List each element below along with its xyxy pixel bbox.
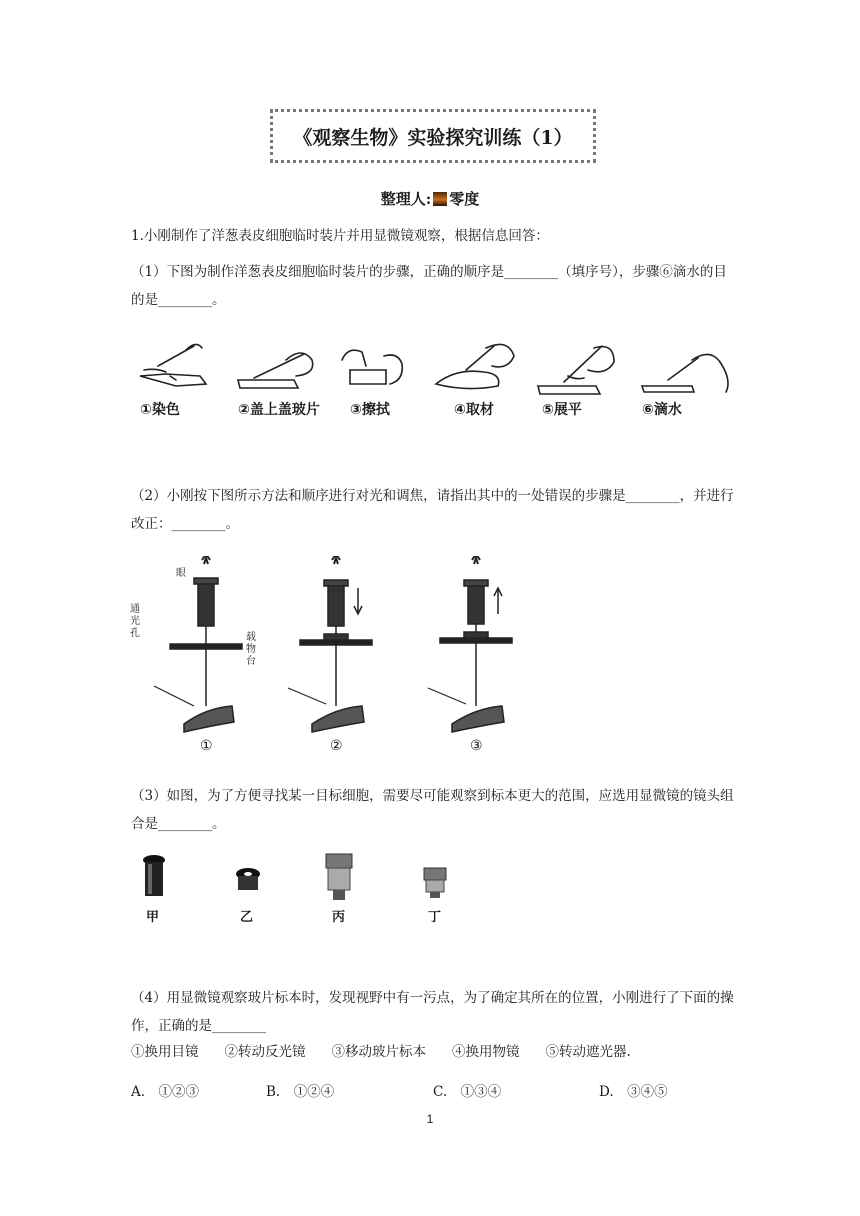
- lens-label-jia: 甲: [146, 910, 160, 925]
- label-eye: 眼: [176, 568, 186, 579]
- choice-a: A. ①②③: [131, 1084, 200, 1100]
- micro-num-1: ①: [200, 738, 213, 754]
- lens-label-ding: 丁: [428, 910, 442, 925]
- operation-1: ①换用目镜: [131, 1044, 199, 1060]
- choice-b: B. ①②④: [266, 1084, 335, 1100]
- micro-num-3: ③: [470, 738, 483, 754]
- step-label-1: ①染色: [140, 402, 180, 418]
- choice-c: C. ①③④: [433, 1084, 502, 1100]
- step-label-6: ⑥滴水: [642, 402, 682, 418]
- author-line: [0, 188, 860, 209]
- slide-preparation-steps-figure: [136, 340, 736, 430]
- question-1-stem: 1.小刚制作了洋葱表皮细胞临时装片并用显微镜观察，根据信息回答：: [131, 228, 549, 244]
- lens-label-yi: 乙: [240, 910, 254, 925]
- question-1-part-3: （3）如图，为了方便寻找某一目标细胞，需要尽可能观察到标本更大的范围，应选用显微镜的镜头组合是________。: [131, 788, 734, 832]
- steps-illustration: [136, 340, 736, 400]
- operation-2: ②转动反光镜: [224, 1044, 306, 1060]
- operation-list: [131, 1040, 735, 1060]
- operation-3: ③移动玻片标本: [331, 1044, 426, 1060]
- lens-illustrations: [136, 850, 476, 906]
- label-stage: 载物台: [246, 632, 256, 667]
- microscope-diagrams: [130, 556, 550, 756]
- step-label-5: ⑤展平: [542, 402, 582, 418]
- operation-4: ④换用物镜: [452, 1044, 520, 1060]
- author-name: 零度: [449, 190, 480, 208]
- question-1-part-1: （1）下图为制作洋葱表皮细胞临时装片的步骤，正确的顺序是________（填序号），步骤⑥滴水的目的是________。: [131, 264, 727, 308]
- lens-options-figure: [136, 850, 476, 930]
- lens-label-bing: 丙: [332, 910, 346, 925]
- step-label-2: ②盖上盖玻片: [238, 402, 320, 418]
- question-1-part-4: （4）用显微镜观察玻片标本时，发现视野中有一污点，为了确定其所在的位置，小刚进行了下面的操作，正确的是________: [131, 990, 734, 1034]
- author-prefix: 整理人:: [380, 190, 432, 208]
- micro-num-2: ②: [330, 738, 343, 754]
- question-1-part-2: （2）小刚按下图所示方法和顺序进行对光和调焦，请指出其中的一处错误的步骤是________，并进行改正：________。: [131, 488, 734, 532]
- page-number: 1: [426, 1112, 434, 1126]
- step-label-3: ③擦拭: [350, 402, 390, 418]
- operation-5: ⑤转动遮光器.: [545, 1044, 631, 1060]
- choice-d: D. ③④⑤: [599, 1084, 668, 1100]
- label-aperture: 通光孔: [130, 604, 140, 639]
- author-avatar: [433, 192, 447, 206]
- microscope-focusing-figure: [130, 556, 550, 756]
- step-label-4: ④取材: [454, 402, 494, 418]
- page-title: 《观察生物》实验探究训练（1）: [270, 109, 596, 163]
